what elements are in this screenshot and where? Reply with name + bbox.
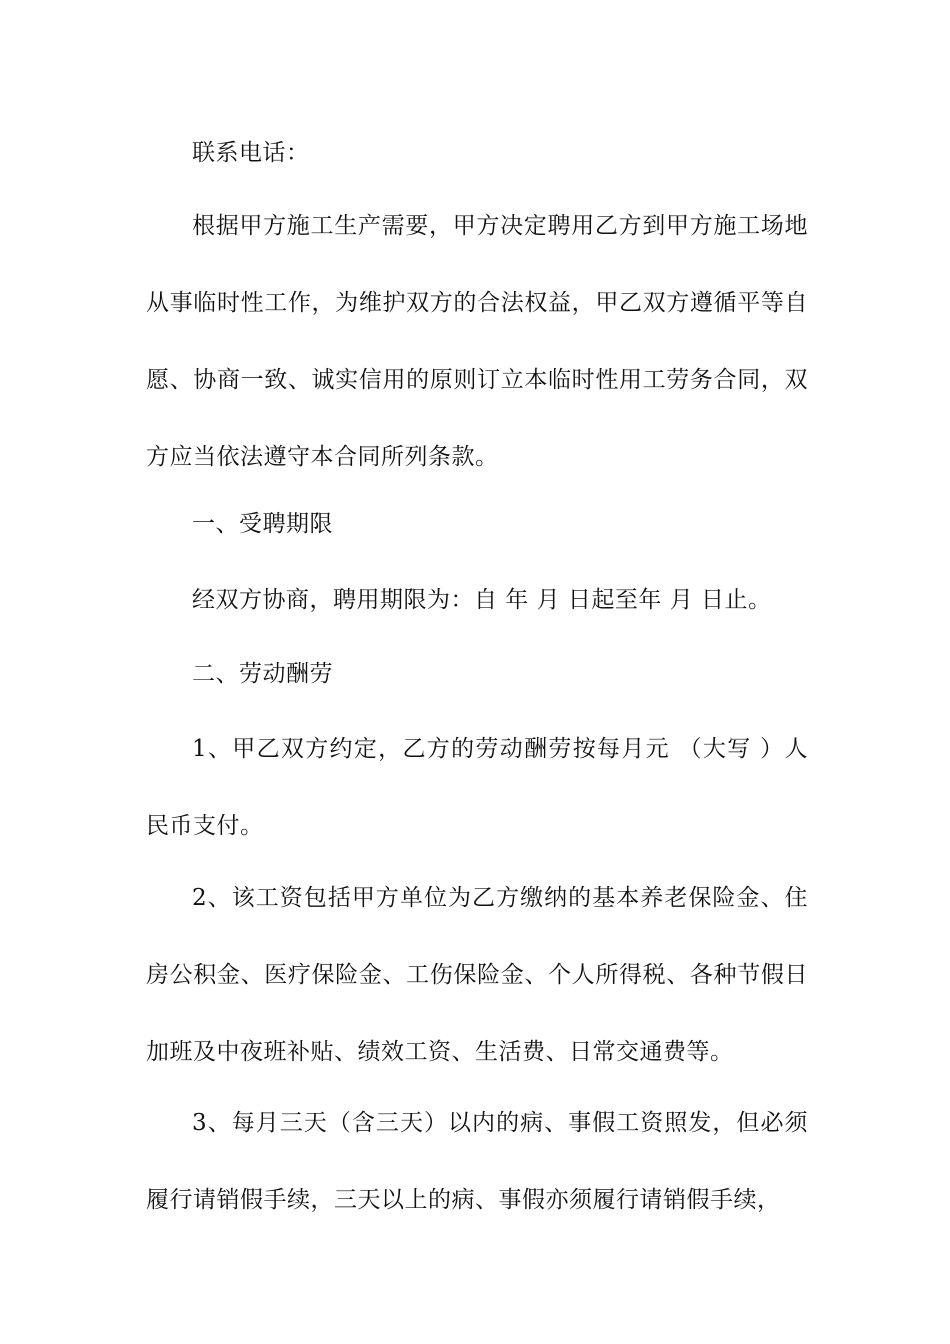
remuneration-clause-2: 2、该工资包括甲方单位为乙方缴纳的基本养老保险金、住房公积金、医疗保险金、工伤保险金、个人所得税、各种节假日加班及中夜班补贴、绩效工资、生活费、日常交通费等。 (146, 885, 808, 1065)
remuneration-clause-1: 1、甲乙双方约定，乙方的劳动酬劳按每月元 （大写 ）人民币支付。 (146, 736, 808, 839)
term-paragraph: 经双方协商，聘用期限为：自 年 月 日起至年 月 日止。 (192, 587, 772, 613)
contract-intro-paragraph: 根据甲方施工生产需要，甲方决定聘用乙方到甲方施工场地从事临时性工作，为维护双方的合法权益，甲乙双方遵循平等自愿、协商一致、诚实信用的原则订立本临时性用工劳务合同，双方应当依法遵守本合同所列条款。 (146, 213, 808, 470)
contact-phone-line: 联系电话： (192, 140, 310, 166)
remuneration-clause-3: 3、每月三天（含三天）以内的病、事假工资照发，但必须履行请销假手续，三天以上的病、事假亦须履行请销假手续， (146, 1110, 808, 1213)
section-heading-remuneration: 二、劳动酬劳 (192, 661, 333, 687)
section-heading-term: 一、受聘期限 (192, 511, 333, 537)
